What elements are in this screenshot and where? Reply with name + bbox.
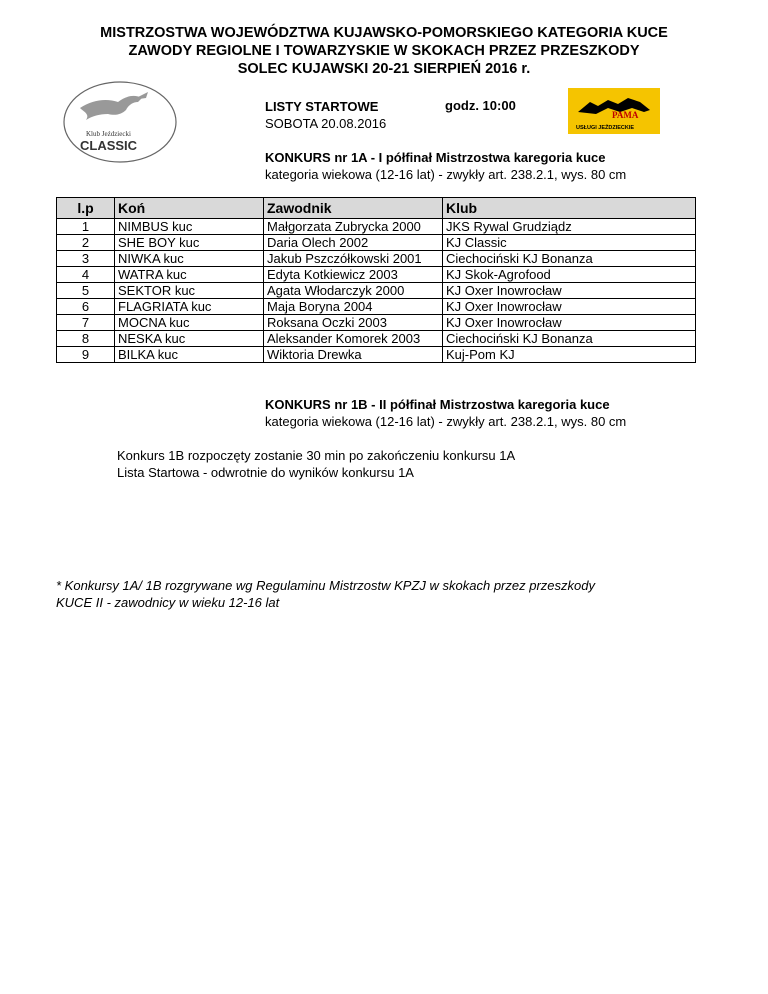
cell-klub: KJ Oxer Inowrocław	[443, 299, 696, 315]
header-line-2: ZAWODY REGIOLNE I TOWARZYSKIE W SKOKACH PRZEZ PRZESZKODY	[128, 43, 640, 59]
pama-logo-line2: USŁUGI JEŹDZIECKIE	[576, 125, 635, 131]
table-row	[57, 283, 696, 299]
cell-zawodnik: Maja Boryna 2004	[264, 299, 443, 315]
cell-zawodnik: Daria Olech 2002	[264, 235, 443, 251]
competition-1b-subtitle: kategoria wiekowa (12-16 lat) - zwykły art. 238.2.1, wys. 80 cm	[265, 414, 627, 429]
cell-klub: KJ Skok-Agrofood	[443, 267, 696, 283]
cell-zawodnik: Agata Włodarczyk 2000	[264, 283, 443, 299]
club-classic-logo	[62, 80, 182, 164]
cell-klub: KJ Oxer Inowrocław	[443, 315, 696, 331]
start-list-title: LISTY STARTOWE	[265, 99, 379, 114]
cell-lp: 7	[57, 315, 115, 331]
competition-1a	[265, 149, 626, 183]
footnote-line-2: KUCE II - zawodnicy w wieku 12-16 lat	[56, 595, 280, 610]
cell-kon: FLAGRIATA kuc	[115, 299, 264, 315]
cell-klub: Ciechociński KJ Bonanza	[443, 331, 696, 347]
table-row	[57, 235, 696, 251]
cell-zawodnik: Edyta Kotkiewicz 2003	[264, 267, 443, 283]
cell-zawodnik: Wiktoria Drewka	[264, 347, 443, 363]
cell-kon: BILKA kuc	[115, 347, 264, 363]
cell-zawodnik: Aleksander Komorek 2003	[264, 331, 443, 347]
cell-zawodnik: Roksana Oczki 2003	[264, 315, 443, 331]
competition-1b-note-2: Lista Startowa - odwrotnie do wyników konkursu 1A	[117, 465, 414, 480]
table-row	[57, 219, 696, 235]
competition-1b-note-1: Konkurs 1B rozpoczęty zostanie 30 min po zakończeniu konkursu 1A	[117, 448, 516, 463]
club-logo-line1: Klub Jeździecki	[86, 130, 131, 138]
footnote	[56, 577, 595, 611]
pama-logo-line1: PAMA	[612, 110, 639, 120]
cell-lp: 9	[57, 347, 115, 363]
table-row	[57, 315, 696, 331]
cell-klub: KJ Oxer Inowrocław	[443, 283, 696, 299]
table-row	[57, 299, 696, 315]
table-header-row	[57, 198, 696, 219]
cell-klub: JKS Rywal Grudziądz	[443, 219, 696, 235]
table-row	[57, 267, 696, 283]
column-header-lp: l.p	[57, 198, 115, 219]
cell-kon: MOCNA kuc	[115, 315, 264, 331]
cell-lp: 6	[57, 299, 115, 315]
header-line-1: MISTRZOSTWA WOJEWÓDZTWA KUJAWSKO-POMORSKIEGO KATEGORIA KUCE	[100, 25, 668, 41]
cell-lp: 2	[57, 235, 115, 251]
table-row	[57, 347, 696, 363]
cell-klub: Kuj-Pom KJ	[443, 347, 696, 363]
horse-icon	[80, 96, 142, 120]
competition-1a-subtitle: kategoria wiekowa (12-16 lat) - zwykły art. 238.2.1, wys. 80 cm	[265, 167, 627, 182]
table-row	[57, 251, 696, 267]
start-list-date: SOBOTA 20.08.2016	[265, 116, 387, 131]
cell-kon: NIWKA kuc	[115, 251, 264, 267]
cell-kon: NESKA kuc	[115, 331, 264, 347]
cell-lp: 1	[57, 219, 115, 235]
cell-kon: SEKTOR kuc	[115, 283, 264, 299]
competition-1b	[265, 396, 626, 430]
start-time: godz. 10:00	[445, 98, 516, 113]
footnote-line-1: * Konkursy 1A/ 1B rozgrywane wg Regulaminu Mistrzostw KPZJ w skokach przez przeszkody	[56, 578, 595, 593]
cell-lp: 8	[57, 331, 115, 347]
competition-1b-notes	[117, 447, 515, 481]
club-logo-line2: CLASSIC	[80, 138, 138, 153]
competition-1b-title: KONKURS nr 1B - II półfinał Mistrzostwa karegoria kuce	[265, 397, 610, 412]
cell-lp: 4	[57, 267, 115, 283]
pama-logo	[568, 88, 660, 134]
document-header	[0, 24, 768, 78]
cell-kon: WATRA kuc	[115, 267, 264, 283]
table-row	[57, 331, 696, 347]
cell-zawodnik: Małgorzata Zubrycka 2000	[264, 219, 443, 235]
start-list-info	[265, 98, 386, 132]
start-list-table	[56, 197, 696, 363]
cell-klub: KJ Classic	[443, 235, 696, 251]
cell-kon: SHE BOY kuc	[115, 235, 264, 251]
header-line-3: SOLEC KUJAWSKI 20-21 SIERPIEŃ 2016 r.	[237, 61, 531, 77]
cell-lp: 3	[57, 251, 115, 267]
cell-zawodnik: Jakub Pszczółkowski 2001	[264, 251, 443, 267]
column-header-klub: Klub	[443, 198, 696, 219]
cell-kon: NIMBUS kuc	[115, 219, 264, 235]
cell-klub: Ciechociński KJ Bonanza	[443, 251, 696, 267]
column-header-kon: Koń	[115, 198, 264, 219]
table-body	[57, 219, 696, 363]
competition-1a-title: KONKURS nr 1A - I półfinał Mistrzostwa karegoria kuce	[265, 150, 606, 165]
cell-lp: 5	[57, 283, 115, 299]
column-header-zawodnik: Zawodnik	[264, 198, 443, 219]
